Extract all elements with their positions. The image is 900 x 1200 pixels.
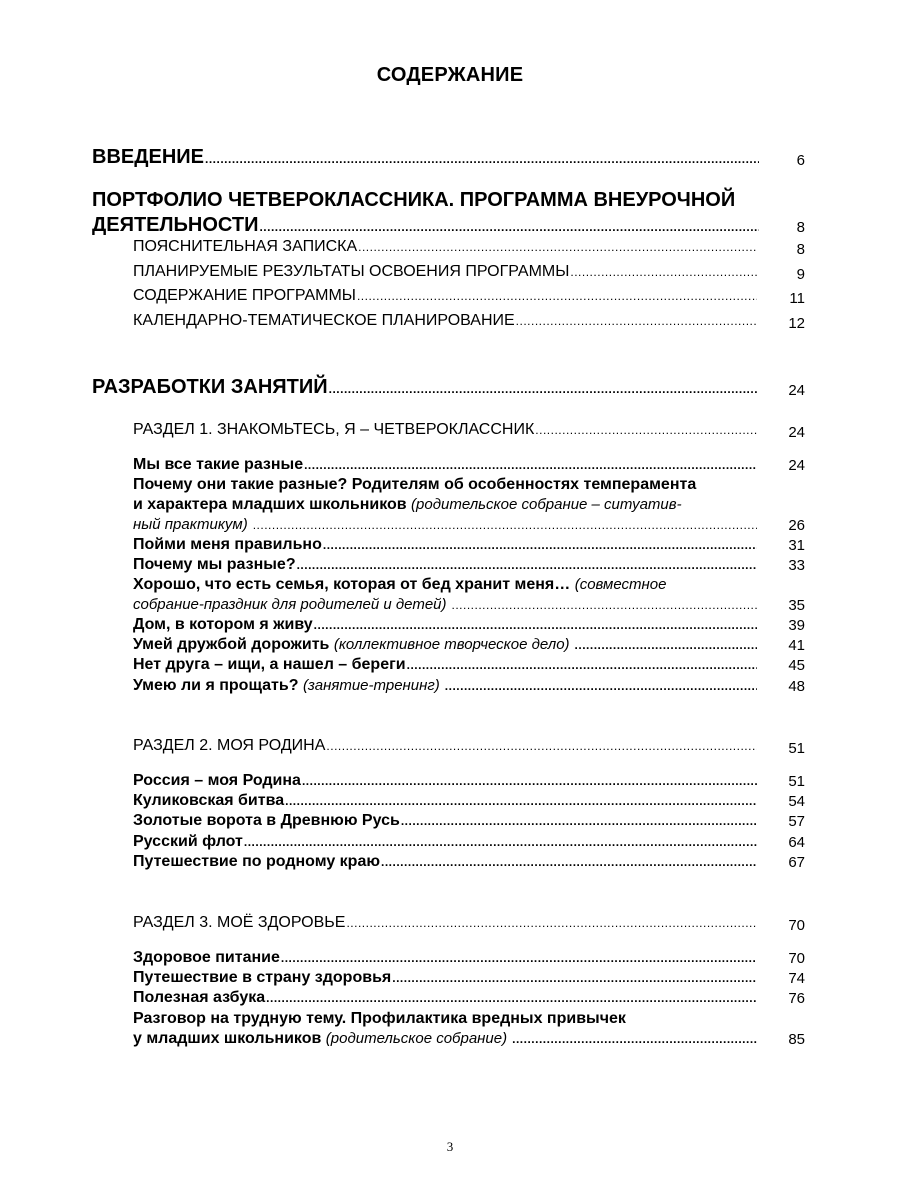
toc-entry-label: ПОЯСНИТЕЛЬНАЯ ЗАПИСКА (133, 238, 358, 255)
toc-entry-label-line1: ПОРТФОЛИО ЧЕТВЕРОКЛАССНИКА. ПРОГРАММА ВНЕУРОЧНОЙ (92, 189, 736, 211)
dot-leader (381, 853, 757, 871)
dot-leader (575, 636, 757, 654)
toc-entry-label: Полезная азбука (133, 989, 266, 1006)
dot-leader (516, 312, 757, 330)
toc-entry-label: Умей дружбой дорожить (133, 636, 330, 653)
dot-leader (302, 772, 757, 790)
toc-page-number: 57 (788, 813, 805, 830)
page-title: СОДЕРЖАНИЕ (376, 64, 524, 86)
toc-entry-label: РАЗДЕЛ 2. МОЯ РОДИНА (133, 737, 326, 754)
toc-entry-label: Путешествие по родному краю (133, 853, 381, 870)
toc-page-number: 39 (788, 617, 805, 634)
dot-leader (346, 914, 757, 932)
dot-leader (266, 989, 757, 1007)
toc-page-number: 11 (789, 290, 805, 307)
dot-leader (281, 949, 757, 967)
toc-page-number: 8 (796, 241, 805, 258)
dot-leader (445, 677, 757, 695)
toc-entry-label: Почему мы разные? (133, 556, 296, 573)
toc-page-number: 31 (788, 537, 805, 554)
toc-entry-label: ВВЕДЕНИЕ (92, 146, 204, 168)
toc-page-number: 48 (788, 678, 805, 695)
dot-leader (323, 536, 757, 554)
toc-page-number: 76 (788, 990, 805, 1007)
dot-leader (297, 556, 757, 574)
toc-entry-note: (коллективное творческое дело) (333, 636, 570, 653)
dot-leader (253, 516, 757, 534)
toc-entry-note: (родительское собрание) (325, 1030, 508, 1047)
toc-entry-label: ПЛАНИРУЕМЫЕ РЕЗУЛЬТАТЫ ОСВОЕНИЯ ПРОГРАММЫ (133, 263, 570, 280)
toc-entry-label: Здоровое питание (133, 949, 280, 966)
toc-entry-label: Пойми меня правильно (133, 536, 322, 553)
toc-entry-label: Нет друга – ищи, а нашел – береги (133, 656, 406, 673)
dot-leader (512, 1030, 757, 1048)
toc-entry-label-line2: ДЕЯТЕЛЬНОСТИ (92, 214, 259, 236)
dot-leader (358, 238, 757, 256)
page-number: 3 (446, 1139, 454, 1154)
toc-entry-label: Куликовская битва (133, 792, 285, 809)
toc-page-number: 70 (788, 950, 805, 967)
toc-page-number: 51 (788, 773, 805, 790)
dot-leader (205, 146, 759, 169)
toc-entry-label: Умею ли я прощать? (133, 677, 299, 694)
toc-entry-note: (совместное (574, 576, 667, 593)
toc-page-number: 24 (788, 382, 805, 399)
dot-leader (244, 833, 757, 851)
toc-entry-label: РАЗДЕЛ 1. ЗНАКОМЬТЕСЬ, Я – ЧЕТВЕРОКЛАССНИК (133, 421, 535, 438)
toc-page-number: 67 (788, 854, 805, 871)
toc-page-number: 70 (788, 917, 805, 934)
toc-page-number: 9 (796, 266, 805, 283)
toc-page-number: 51 (788, 740, 805, 757)
toc-entry-label-line1: Почему они такие разные? Родителям об особенностях темперамента (133, 476, 697, 493)
dot-leader (452, 596, 758, 614)
toc-page-number: 45 (788, 657, 805, 674)
toc-entry-label: Русский флот (133, 833, 243, 850)
toc-entry-note: (занятие-тренинг) (302, 677, 440, 694)
toc-page-number: 35 (788, 597, 805, 614)
toc-entry-label-line2: и характера младших школьников (133, 496, 407, 513)
dot-leader (407, 656, 757, 674)
dot-leader (285, 792, 757, 810)
dot-leader (535, 421, 757, 439)
dot-leader (259, 214, 759, 237)
toc-page-number: 8 (796, 219, 805, 236)
toc-entry-label: РАЗДЕЛ 3. МОЁ ЗДОРОВЬЕ (133, 914, 346, 931)
toc-page-number: 41 (788, 637, 805, 654)
toc-entry-label: Россия – моя Родина (133, 772, 301, 789)
toc-entry-label: РАЗРАБОТКИ ЗАНЯТИЙ (92, 376, 328, 398)
toc-page-number: 33 (788, 557, 805, 574)
toc-page-number: 54 (788, 793, 805, 810)
dot-leader (314, 616, 757, 634)
toc-entry-note: (родительское собрание – ситуатив- (411, 496, 682, 513)
toc-entry-label-line1: Хорошо, что есть семья, которая от бед хранит меня… (133, 576, 571, 593)
toc-page-number: 64 (788, 834, 805, 851)
toc-page-number: 6 (796, 152, 805, 169)
toc-page-number: 24 (788, 457, 805, 474)
toc-page-number: 74 (788, 970, 805, 987)
toc-entry-label-line2: у младших школьников (133, 1030, 322, 1047)
toc-entry-label: Золотые ворота в Древнюю Русь (133, 812, 400, 829)
toc-entry-label-line1: Разговор на трудную тему. Профилактика вредных привычек (133, 1010, 626, 1027)
dot-leader (304, 456, 757, 474)
toc-entry-label: КАЛЕНДАРНО-ТЕМАТИЧЕСКОЕ ПЛАНИРОВАНИЕ (133, 312, 515, 329)
toc-page-number: 26 (788, 517, 805, 534)
toc-page-number: 24 (788, 424, 805, 441)
toc-page-number: 12 (788, 315, 805, 332)
dot-leader (392, 969, 757, 987)
dot-leader (326, 737, 757, 755)
toc-page-number: 85 (788, 1031, 805, 1048)
toc-entry-label: Путешествие в страну здоровья (133, 969, 392, 986)
toc-entry-note-line3: ный практикум) (133, 516, 248, 533)
dot-leader (329, 376, 757, 399)
dot-leader (570, 263, 757, 281)
toc-entry-label: Мы все такие разные (133, 456, 304, 473)
dot-leader (401, 812, 757, 830)
dot-leader (357, 287, 757, 305)
toc-entry-label: СОДЕРЖАНИЕ ПРОГРАММЫ (133, 287, 356, 304)
toc-entry-note-line2: собрание-праздник для родителей и детей) (133, 596, 447, 613)
toc-entry-label: Дом, в котором я живу (133, 616, 313, 633)
